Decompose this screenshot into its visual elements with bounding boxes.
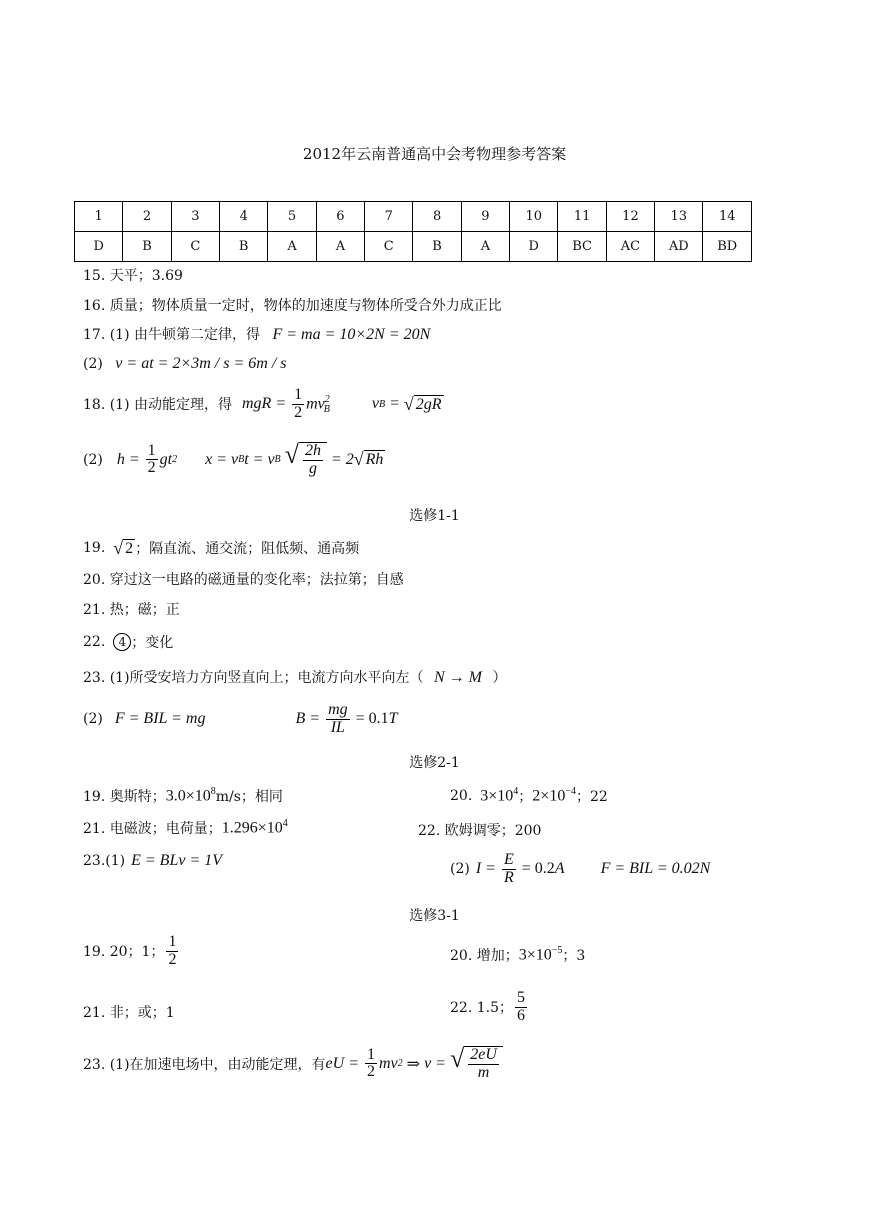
answer-cell: B (413, 232, 461, 262)
question-number-cell: 3 (171, 202, 219, 232)
question-number-cell: 10 (510, 202, 558, 232)
answer-cell: BC (558, 232, 606, 262)
answer-18-2: (2) h = $\frac{1}{2}$ gt 2 x = v B t = v B √ $\frac{2h}{g}$ = 2 √ Rh (83, 440, 384, 477)
section-heading: 选修3-1 (409, 908, 460, 924)
s3-answer-19: 19. 20；1； $\frac{1}{2}$ (83, 934, 180, 969)
s1-answer-23-1: 23. (1)所受安培力方向竖直向上；电流方向水平向左（ N → M ） (83, 669, 507, 686)
answer-17-1: 17. (1) 由牛顿第二定律，得 F = ma = 10×2N = 20N (83, 326, 431, 343)
equation: $2\times 10^{-4}$ (532, 786, 576, 805)
s3-answer-23-1: 23. (1)在加速电场中，由动能定理，有 eU = $\frac{1}{2}$ mv 2 ⇒ v = √ $\frac{2eU}{m}$ (83, 1046, 503, 1082)
answer-cell: D (75, 232, 123, 262)
answer-cell: B (123, 232, 171, 262)
question-number-row (75, 202, 752, 232)
question-number-cell: 8 (413, 202, 461, 232)
equation: $3\times 10^{-5}$ (518, 945, 563, 964)
question-number-cell: 9 (461, 202, 509, 232)
answer-15: 15. 天平；3.69 (83, 268, 183, 284)
answer-cell: A (316, 232, 364, 262)
equation: x = v B t = v B √ $\frac{2h}{g}$ = 2 √ Rh (205, 440, 384, 477)
answer-cell: AD (655, 232, 703, 262)
equation: $\frac{1}{2}$ (168, 933, 177, 968)
answer-table (74, 201, 752, 262)
answer-cell: C (171, 232, 219, 262)
equation: F = ma = 10×2N = 20N (272, 326, 431, 343)
s3-answer-21: 21. 非；或；1 (83, 1005, 175, 1021)
s2-answer-23-1: 23.(1) E = BLv = 1V (83, 852, 223, 869)
section-heading: 选修2-1 (409, 755, 460, 771)
question-number-cell: 12 (606, 202, 654, 232)
equation: mgR = $\frac{1}{2}$ $mv^2_B$ (242, 386, 330, 421)
s3-answer-20: 20. 增加； $3\times 10^{-5}$ ；3 (450, 945, 586, 964)
question-number-cell: 4 (220, 202, 268, 232)
answer-cell: C (365, 232, 413, 262)
equation: v = at = 2×3m / s = 6m / s (115, 355, 287, 372)
s2-answer-19: 19. 奥斯特； $3.0\times 10^8$ m/s；相同 (83, 786, 283, 805)
page-title: 2012年云南普通高中会考物理参考答案 (302, 145, 567, 163)
s1-answer-19: 19. √ 2 ；隔直流、通交流；阻低频、通高频 (83, 537, 360, 558)
equation: E = BLv = 1V (131, 852, 223, 869)
equation: B = $\frac{mg}{IL}$ = 0.1 T (295, 701, 398, 736)
equation: v B = √ 2gR (371, 393, 442, 414)
answer-cell: BD (703, 232, 752, 262)
question-number-cell: 11 (558, 202, 606, 232)
question-number-cell: 2 (123, 202, 171, 232)
answer-16: 16. 质量；物体质量一定时，物体的加速度与物体所受合外力成正比 (83, 298, 502, 314)
question-number-cell: 14 (703, 202, 752, 232)
equation: $3\times 10^4$ (480, 786, 519, 805)
s2-answer-22: 22. 欧姆调零；200 (418, 823, 542, 839)
equation: h = $\frac{1}{2}$ gt 2 (116, 441, 178, 477)
s2-answer-23-2: (2) I = $\frac{E}{R}$ = 0.2 A F = BIL = 0.02N (450, 851, 711, 886)
answer-cell: AC (606, 232, 654, 262)
question-number-cell: 5 (268, 202, 316, 232)
s1-answer-23-2: (2) F = BIL = mg B = $\frac{mg}{IL}$ = 0.1 T (83, 701, 398, 736)
answer-18-1: 18. (1) 由动能定理，得 mgR = $\frac{1}{2}$ $mv^2_B$ v B = √ 2gR (83, 386, 442, 421)
s1-answer-22: 22. 4 ；变化 (83, 634, 174, 651)
answer-cell: D (510, 232, 558, 262)
answer-cell: A (461, 232, 509, 262)
s2-answer-20: 20. $3\times 10^4$ ； $2\times 10^{-4}$ ；22 (450, 786, 608, 805)
answer-cell: B (220, 232, 268, 262)
equation: I = $\frac{E}{R}$ = 0.2 A (475, 851, 565, 886)
question-number-cell: 7 (365, 202, 413, 232)
question-number-cell: 1 (75, 202, 123, 232)
circled-number: 4 (113, 633, 131, 651)
equation: eU = $\frac{1}{2}$ mv 2 ⇒ v = √ $\frac{2eU}{m}$ (326, 1046, 503, 1082)
s3-answer-22: 22. 1.5； $\frac{5}{6}$ (450, 990, 529, 1025)
equation: $\frac{5}{6}$ (516, 989, 525, 1024)
equation: N → M (434, 669, 482, 686)
answer-row (75, 232, 752, 262)
answer-cell: A (268, 232, 316, 262)
s1-answer-21: 21. 热；磁；正 (83, 602, 180, 618)
equation: $3.0\times 10^8$ (165, 786, 216, 805)
equation: F = BIL = mg (114, 710, 206, 728)
s2-answer-21: 21. 电磁波；电荷量； $1.296\times 10^4$ (83, 818, 288, 837)
equation: F = BIL = 0.02N (600, 860, 711, 878)
answer-17-2: (2) v = at = 2×3m / s = 6m / s (83, 355, 287, 372)
question-number-cell: 13 (655, 202, 703, 232)
equation: √ 2 (113, 537, 134, 558)
equation: $1.296\times 10^4$ (221, 818, 288, 837)
section-heading: 选修1-1 (409, 508, 460, 524)
question-number-cell: 6 (316, 202, 364, 232)
s1-answer-20: 20. 穿过这一电路的磁通量的变化率；法拉第；自感 (83, 572, 404, 588)
